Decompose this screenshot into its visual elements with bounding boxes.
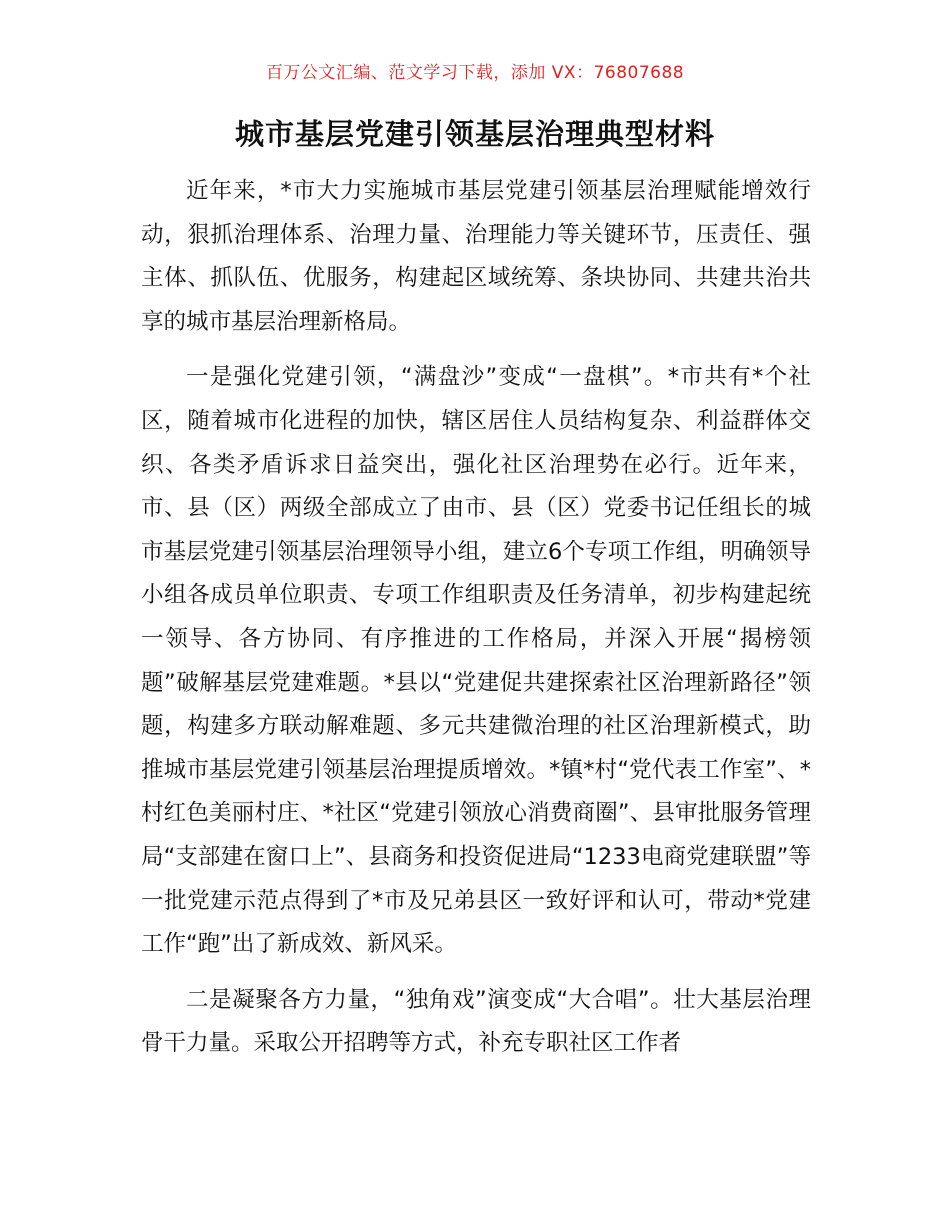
- paragraph-section-two: 二是凝聚各方力量，“独角戏”演变成“大合唱”。壮大基层治理骨干力量。采取公开招聘等方式，补充专职社区工作者: [141, 986, 811, 1057]
- document-body: [141, 170, 811, 1078]
- document-title: 城市基层党建引领基层治理典型材料: [234, 117, 715, 151]
- paragraph-intro: 近年来，*市大力实施城市基层党建引领基层治理赋能增效行动，狠抓治理体系、治理力量、治理能力等关键环节，压责任、强主体、抓队伍、优服务，构建起区域统筹、条块协同、共建共治共享的城市基层治理新格局。: [141, 178, 811, 335]
- paragraph-section-one: 一是强化党建引领，“满盘沙”变成“一盘棋”。*市共有*个社区，随着城市化进程的加快，辖区居住人员结构复杂、利益群体交织、各类矛盾诉求日益突出，强化社区治理势在必行。近年来，市、县（区）两级全部成立了由市、县（区）党委书记任组长的城市基层党建引领基层治理领导小组，建立6个专项工作组，明确领导小组各成员单位职责、专项工作组职责及任务清单，初步构建起统一领导、各方协同、有序推进的工作格局，并深入开展“揭榜领题”破解基层党建难题。*县以“党建促共建探索社区治理新路径”领题，构建多方联动解难题、多元共建微治理的社区治理新模式，助推城市基层党建引领基层治理提质增效。*镇*村“党代表工作室”、*村红色美丽村庄、*社区“党建引领放心消费商圈”、县审批服务管理局“支部建在窗口上”、县商务和投资促进局“1233电商党建联盟”等一批党建示范点得到了*市及兄弟县区一致好评和认可，带动*党建工作“跑”出了新成效、新风采。: [141, 364, 811, 958]
- header-watermark: 百万公文汇编、范文学习下载，添加 VX：76807688: [265, 63, 685, 83]
